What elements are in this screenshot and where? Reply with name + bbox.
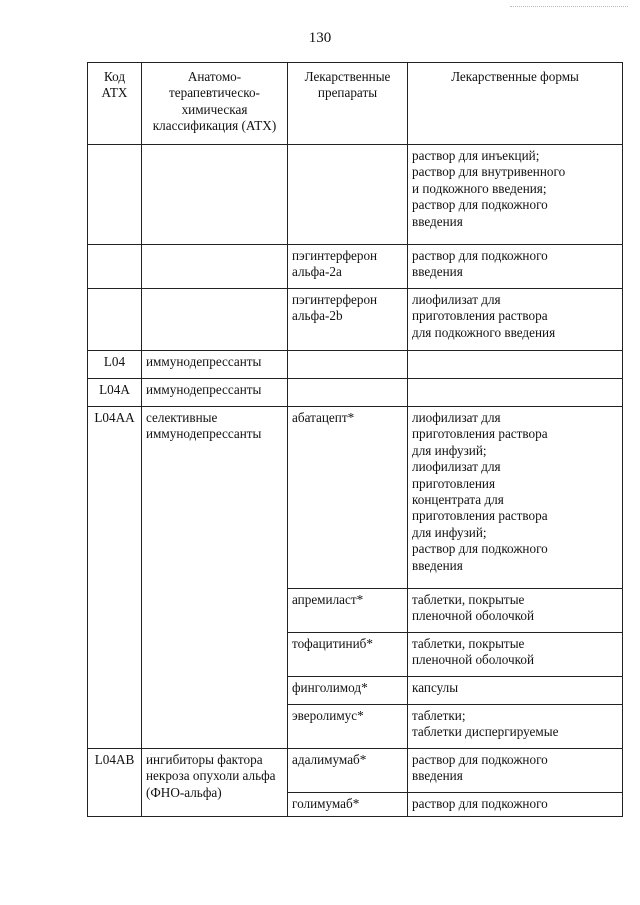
page-number: 130	[308, 30, 332, 46]
cell-form	[408, 351, 623, 379]
cell-class: селективные иммунодепрессанты	[142, 407, 288, 749]
table-header-row	[88, 63, 623, 145]
cell-form: раствор для инъекций; раствор для внутривенного и подкожного введения; раствор для подкожного введения	[408, 145, 623, 245]
cell-code: L04A	[88, 379, 142, 407]
cell-class: ингибиторы фактора некроза опухоли альфа (ФНО-альфа)	[142, 749, 288, 817]
cell-drug	[288, 379, 408, 407]
cell-form: таблетки, покрытые пленочной оболочкой	[408, 589, 623, 633]
cell-form: лиофилизат для приготовления раствора для инфузий; лиофилизат для приготовления концентрата для приготовления раствора для инфузий; раствор для подкожного введения	[408, 407, 623, 589]
table-row	[88, 407, 623, 589]
cell-code	[88, 145, 142, 245]
cell-code: L04AA	[88, 407, 142, 749]
cell-drug: пэгинтерферон альфа-2а	[288, 245, 408, 289]
table-row	[88, 379, 623, 407]
table-row	[88, 351, 623, 379]
cell-drug: финголимод*	[288, 677, 408, 705]
header-rule	[510, 6, 628, 7]
table-row	[88, 145, 623, 245]
atc-table	[87, 62, 623, 817]
cell-drug: голимумаб*	[288, 793, 408, 817]
header-forms: Лекарственные формы	[408, 63, 623, 145]
cell-form: раствор для подкожного введения	[408, 245, 623, 289]
table-row	[88, 289, 623, 351]
cell-class	[142, 289, 288, 351]
header-drugs: Лекарственные препараты	[288, 63, 408, 145]
cell-drug: абатацепт*	[288, 407, 408, 589]
cell-drug	[288, 145, 408, 245]
cell-form: капсулы	[408, 677, 623, 705]
cell-form: таблетки, покрытые пленочной оболочкой	[408, 633, 623, 677]
table-row	[88, 245, 623, 289]
cell-form: лиофилизат для приготовления раствора для подкожного введения	[408, 289, 623, 351]
cell-form: таблетки; таблетки диспергируемые	[408, 705, 623, 749]
header-code: Код АТХ	[88, 63, 142, 145]
cell-code: L04AB	[88, 749, 142, 817]
cell-class: иммунодепрессанты	[142, 351, 288, 379]
cell-class	[142, 145, 288, 245]
cell-drug: эверолимус*	[288, 705, 408, 749]
cell-drug	[288, 351, 408, 379]
cell-class: иммунодепрессанты	[142, 379, 288, 407]
header-classification: Анатомо- терапевтическо- химическая классификация (АТХ)	[142, 63, 288, 145]
cell-drug: пэгинтерферон альфа-2b	[288, 289, 408, 351]
table-row	[88, 749, 623, 793]
cell-form: раствор для подкожного введения	[408, 749, 623, 793]
cell-drug: апремиласт*	[288, 589, 408, 633]
cell-code	[88, 245, 142, 289]
cell-drug: адалимумаб*	[288, 749, 408, 793]
cell-class	[142, 245, 288, 289]
cell-code	[88, 289, 142, 351]
cell-drug: тофацитиниб*	[288, 633, 408, 677]
cell-code: L04	[88, 351, 142, 379]
cell-form: раствор для подкожного	[408, 793, 623, 817]
cell-form	[408, 379, 623, 407]
